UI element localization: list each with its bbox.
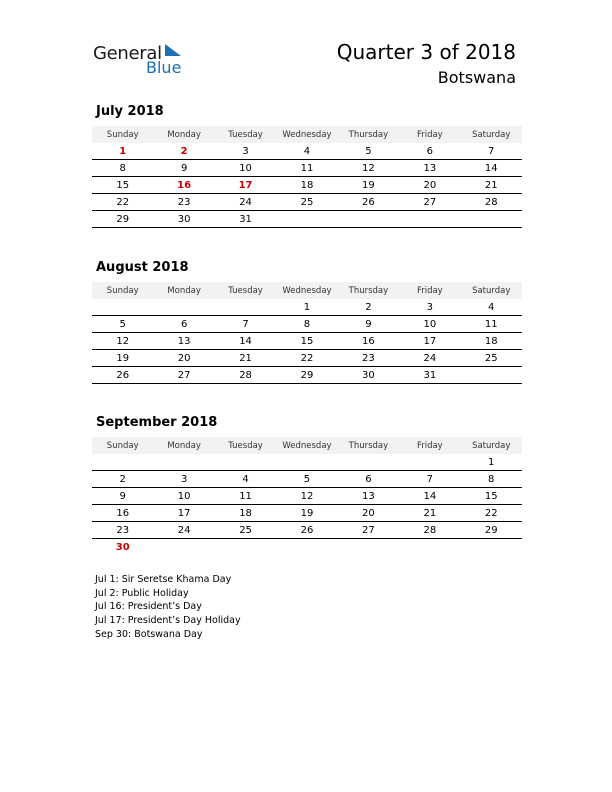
day-cell: 9 xyxy=(119,490,126,502)
week-row xyxy=(92,488,522,505)
day-cell: 23 xyxy=(177,196,191,208)
day-cell: 30 xyxy=(177,213,191,225)
week-row xyxy=(92,143,522,160)
day-cell: 26 xyxy=(116,369,130,381)
weekday-label: Tuesday xyxy=(228,440,263,451)
day-cell: 28 xyxy=(423,524,437,536)
week-row xyxy=(92,539,522,555)
week-row xyxy=(92,367,522,384)
day-cell: 21 xyxy=(484,179,498,191)
month-july xyxy=(92,104,522,228)
weekday-label: Wednesday xyxy=(282,285,332,296)
week-row xyxy=(92,522,522,539)
day-cell: 3 xyxy=(426,301,433,313)
day-cell: 13 xyxy=(362,490,375,502)
day-cell: 17 xyxy=(238,179,253,191)
month-august xyxy=(92,260,522,384)
day-cell: 23 xyxy=(116,524,130,536)
day-cell: 11 xyxy=(484,318,498,330)
month-september xyxy=(92,415,522,555)
weekday-label: Monday xyxy=(167,129,201,140)
day-cell: 20 xyxy=(423,179,437,191)
weekday-label: Wednesday xyxy=(282,129,332,140)
logo-text-blue: Blue xyxy=(146,58,182,77)
day-cell: 19 xyxy=(300,507,314,519)
weekday-label: Sunday xyxy=(106,440,139,451)
day-cell: 2 xyxy=(119,473,126,485)
week-row xyxy=(92,194,522,211)
day-cell: 27 xyxy=(362,524,375,536)
day-cell: 11 xyxy=(300,162,314,174)
day-cell: 4 xyxy=(488,301,495,313)
day-cell: 1 xyxy=(488,456,495,468)
day-cell: 30 xyxy=(362,369,375,381)
day-cell: 27 xyxy=(423,196,437,208)
weekday-label: Tuesday xyxy=(228,285,263,296)
logo-triangle-icon xyxy=(163,42,183,58)
day-cell: 5 xyxy=(365,145,372,157)
day-cell: 29 xyxy=(484,524,498,536)
weekday-label: Thursday xyxy=(348,440,389,451)
day-cell: 7 xyxy=(426,473,433,485)
day-cell: 8 xyxy=(488,473,495,485)
day-cell: 1 xyxy=(119,145,127,157)
day-cell: 20 xyxy=(362,507,375,519)
weekday-label: Friday xyxy=(416,129,443,140)
day-cell: 28 xyxy=(484,196,498,208)
page-title: Quarter 3 of 2018 xyxy=(336,40,516,64)
week-row xyxy=(92,316,522,333)
weekday-label: Wednesday xyxy=(282,440,332,451)
day-cell: 1 xyxy=(303,301,311,313)
day-cell: 15 xyxy=(116,179,130,191)
day-cell: 22 xyxy=(116,196,130,208)
week-row xyxy=(92,350,522,367)
day-cell: 2 xyxy=(365,301,372,313)
day-cell: 14 xyxy=(423,490,437,502)
day-cell: 13 xyxy=(423,162,437,174)
logo xyxy=(93,40,193,80)
day-cell: 22 xyxy=(300,352,314,364)
day-cell: 20 xyxy=(177,352,191,364)
day-cell: 18 xyxy=(300,179,314,191)
day-cell: 8 xyxy=(303,318,311,330)
day-cell: 9 xyxy=(180,162,188,174)
day-cell: 16 xyxy=(362,335,375,347)
day-cell: 23 xyxy=(362,352,375,364)
month-title: July 2018 xyxy=(96,104,164,119)
holiday-notes xyxy=(95,573,241,642)
day-cell: 15 xyxy=(484,490,498,502)
day-cell: 2 xyxy=(180,145,188,157)
day-cell: 29 xyxy=(300,369,314,381)
day-cell: 18 xyxy=(239,507,252,519)
day-cell: 11 xyxy=(239,490,252,502)
weekday-label: Saturday xyxy=(472,285,511,296)
day-cell: 31 xyxy=(423,369,437,381)
week-row xyxy=(92,299,522,316)
month-title: September 2018 xyxy=(96,415,218,430)
day-cell: 16 xyxy=(116,507,130,519)
day-cell: 10 xyxy=(239,162,252,174)
weekday-label: Monday xyxy=(167,285,201,296)
holiday-note: Sep 30: Botswana Day xyxy=(95,628,203,640)
page-subtitle: Botswana xyxy=(437,68,516,87)
day-cell: 25 xyxy=(300,196,314,208)
day-cell: 14 xyxy=(484,162,498,174)
day-cell: 19 xyxy=(116,352,130,364)
day-cell: 26 xyxy=(300,524,314,536)
week-row xyxy=(92,160,522,177)
day-cell: 27 xyxy=(177,369,191,381)
weekday-header-row xyxy=(92,126,522,143)
day-cell: 9 xyxy=(365,318,372,330)
day-cell: 25 xyxy=(484,352,498,364)
day-cell: 18 xyxy=(484,335,498,347)
holiday-note: Jul 16: President’s Day xyxy=(95,601,202,613)
day-cell: 13 xyxy=(177,335,191,347)
weekday-label: Saturday xyxy=(472,129,511,140)
holiday-note: Jul 2: Public Holiday xyxy=(95,587,189,599)
day-cell: 25 xyxy=(239,524,252,536)
week-row xyxy=(92,333,522,350)
weekday-label: Thursday xyxy=(348,129,389,140)
day-cell: 24 xyxy=(423,352,437,364)
day-cell: 31 xyxy=(239,213,252,225)
logo-text-general: General xyxy=(93,43,162,64)
day-cell: 5 xyxy=(119,318,126,330)
day-cell: 12 xyxy=(300,490,314,502)
day-cell: 26 xyxy=(362,196,375,208)
weekday-label: Monday xyxy=(167,440,201,451)
week-row xyxy=(92,471,522,488)
day-cell: 24 xyxy=(177,524,191,536)
day-cell: 17 xyxy=(177,507,191,519)
day-cell: 7 xyxy=(242,318,249,330)
day-cell: 12 xyxy=(116,335,130,347)
day-cell: 8 xyxy=(119,162,126,174)
day-cell: 17 xyxy=(423,335,437,347)
weekday-label: Saturday xyxy=(472,440,511,451)
day-cell: 6 xyxy=(426,145,433,157)
day-cell: 21 xyxy=(423,507,437,519)
day-cell: 22 xyxy=(484,507,498,519)
weekday-label: Sunday xyxy=(106,285,139,296)
weekday-header-row xyxy=(92,282,522,299)
day-cell: 3 xyxy=(180,473,188,485)
weekday-label: Sunday xyxy=(106,129,139,140)
day-cell: 14 xyxy=(239,335,252,347)
holiday-note: Jul 17: President’s Day Holiday xyxy=(95,615,241,627)
weekday-header-row xyxy=(92,437,522,454)
day-cell: 3 xyxy=(242,145,249,157)
week-row xyxy=(92,177,522,194)
weekday-label: Thursday xyxy=(348,285,389,296)
holiday-note: Jul 1: Sir Seretse Khama Day xyxy=(95,574,232,585)
day-cell: 10 xyxy=(177,490,191,502)
day-cell: 24 xyxy=(239,196,252,208)
day-cell: 7 xyxy=(488,145,495,157)
day-cell: 29 xyxy=(116,213,130,225)
month-title: August 2018 xyxy=(96,260,189,275)
day-cell: 5 xyxy=(303,473,311,485)
week-row xyxy=(92,211,522,228)
week-row xyxy=(92,454,522,471)
day-cell: 30 xyxy=(115,541,130,553)
day-cell: 4 xyxy=(303,145,311,157)
weekday-label: Friday xyxy=(416,285,443,296)
day-cell: 15 xyxy=(300,335,314,347)
day-cell: 19 xyxy=(362,179,375,191)
day-cell: 28 xyxy=(239,369,252,381)
day-cell: 4 xyxy=(242,473,249,485)
weekday-label: Friday xyxy=(416,440,443,451)
day-cell: 10 xyxy=(423,318,437,330)
day-cell: 6 xyxy=(365,473,372,485)
day-cell: 21 xyxy=(239,352,252,364)
day-cell: 12 xyxy=(362,162,375,174)
day-cell: 6 xyxy=(180,318,188,330)
weekday-label: Tuesday xyxy=(228,129,263,140)
day-cell: 16 xyxy=(177,179,192,191)
week-row xyxy=(92,505,522,522)
